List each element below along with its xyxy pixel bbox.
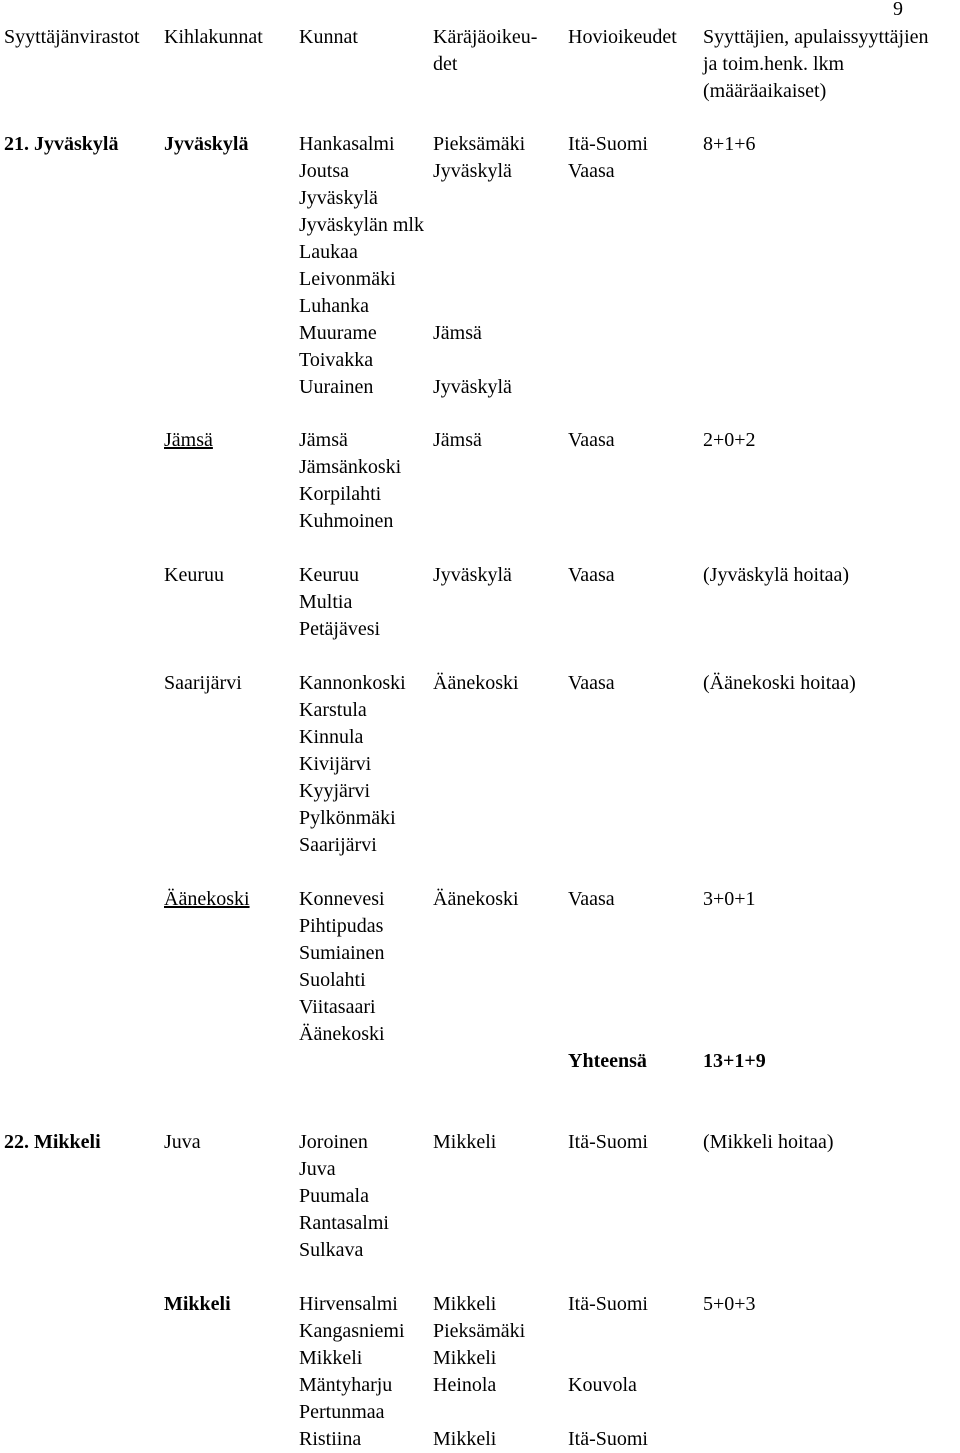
municipality: Mäntyharju	[299, 1374, 393, 1396]
district-court: Mikkeli	[433, 1131, 497, 1153]
header-text: Hovioikeudet	[568, 26, 677, 48]
district-label: Mikkeli	[164, 1293, 231, 1315]
municipality: Jyväskylän mlk	[299, 214, 424, 236]
appeal-court: Kouvola	[568, 1374, 637, 1396]
appeal-court-list	[568, 562, 615, 589]
district-name	[164, 1129, 201, 1156]
district-court	[433, 239, 525, 266]
office-name	[4, 1129, 101, 1156]
district-name	[164, 427, 213, 454]
municipality-list	[299, 670, 406, 859]
district-court	[433, 293, 525, 320]
municipality: Viitasaari	[299, 996, 376, 1018]
municipality: Joutsa	[299, 160, 349, 182]
district-label: Jyväskylä	[164, 133, 249, 155]
municipality: Pylkönmäki	[299, 807, 396, 829]
municipality: Korpilahti	[299, 483, 382, 505]
header-text: ja toim.henk. lkm	[703, 53, 845, 75]
appeal-court: Itä-Suomi	[568, 1428, 648, 1450]
district-court: Mikkeli	[433, 1293, 497, 1315]
municipality: Uurainen	[299, 376, 374, 398]
municipality-list	[299, 131, 424, 401]
header-appeal-courts	[568, 24, 677, 51]
header-text: det	[433, 53, 458, 75]
municipality: Jyväskylä	[299, 187, 378, 209]
district-court: Jyväskylä	[433, 376, 512, 398]
municipality: Konnevesi	[299, 888, 385, 910]
district-court: Äänekoski	[433, 888, 519, 910]
district-court-list	[433, 886, 519, 913]
municipality: Puumala	[299, 1185, 369, 1207]
district-court	[433, 347, 525, 374]
district-label: Äänekoski	[164, 888, 250, 910]
header-text: Käräjäoikeu-	[433, 26, 538, 48]
staff-count	[703, 670, 856, 697]
district-court: Mikkeli	[433, 1428, 497, 1450]
municipality: Keuruu	[299, 564, 359, 586]
appeal-court: Vaasa	[568, 564, 615, 586]
municipality: Pertunmaa	[299, 1401, 385, 1423]
count-value: (Äänekoski hoitaa)	[703, 672, 856, 694]
total-value	[703, 1048, 766, 1075]
office-name	[4, 131, 118, 158]
municipality: Kuhmoinen	[299, 510, 394, 532]
municipality: Juva	[299, 1158, 336, 1180]
appeal-court: Itä-Suomi	[568, 133, 648, 155]
district-label: Keuruu	[164, 564, 224, 586]
appeal-court	[568, 1345, 648, 1372]
district-label: Saarijärvi	[164, 672, 242, 694]
header-text: Kunnat	[299, 26, 358, 48]
appeal-court-list	[568, 670, 615, 697]
municipality: Hirvensalmi	[299, 1293, 398, 1315]
district-name	[164, 670, 242, 697]
municipality: Hankasalmi	[299, 133, 395, 155]
appeal-court-list	[568, 886, 615, 913]
header-districts	[164, 24, 263, 51]
municipality: Multia	[299, 591, 353, 613]
appeal-court: Itä-Suomi	[568, 1131, 648, 1153]
municipality: Muurame	[299, 322, 377, 344]
municipality: Rantasalmi	[299, 1212, 389, 1234]
municipality: Toivakka	[299, 349, 374, 371]
total-label-text: Yhteensä	[568, 1050, 647, 1072]
count-value: 5+0+3	[703, 1293, 756, 1315]
municipality: Mikkeli	[299, 1347, 363, 1369]
district-court-list	[433, 131, 525, 401]
district-court-list	[433, 670, 519, 697]
count-value: 2+0+2	[703, 429, 756, 451]
appeal-court-list	[568, 427, 615, 454]
district-name	[164, 562, 224, 589]
municipality: Ristiina	[299, 1428, 362, 1450]
header-text: Kihlakunnat	[164, 26, 263, 48]
appeal-court: Vaasa	[568, 160, 615, 182]
header-text: Syyttäjien, apulaissyyttäjien	[703, 26, 929, 48]
municipality: Petäjävesi	[299, 618, 381, 640]
district-court	[433, 1399, 525, 1426]
district-court	[433, 185, 525, 212]
header-counts	[703, 24, 929, 105]
municipality: Saarijärvi	[299, 834, 377, 856]
district-name	[164, 1291, 231, 1318]
district-label: Juva	[164, 1131, 201, 1153]
count-value: 8+1+6	[703, 133, 756, 155]
municipality: Kinnula	[299, 726, 364, 748]
district-court: Pieksämäki	[433, 1320, 526, 1342]
district-court-list	[433, 1291, 525, 1453]
municipality: Kivijärvi	[299, 753, 372, 775]
appeal-court: Vaasa	[568, 888, 615, 910]
district-name	[164, 886, 250, 913]
appeal-court: Itä-Suomi	[568, 1293, 648, 1315]
appeal-court-list	[568, 1129, 648, 1156]
staff-count	[703, 1291, 756, 1318]
header-municipalities	[299, 24, 358, 51]
municipality: Kangasniemi	[299, 1320, 405, 1342]
district-name	[164, 131, 248, 158]
total-label	[568, 1048, 647, 1075]
staff-count	[703, 886, 756, 913]
staff-count	[703, 131, 756, 158]
staff-count	[703, 427, 756, 454]
district-court: Pieksämäki	[433, 133, 526, 155]
municipality: Sumiainen	[299, 942, 385, 964]
appeal-court-list	[568, 131, 648, 185]
municipality: Joroinen	[299, 1131, 368, 1153]
district-label: Jämsä	[164, 429, 213, 451]
table-header	[0, 24, 960, 104]
staff-count	[703, 562, 849, 589]
appeal-court: Vaasa	[568, 672, 615, 694]
header-offices	[4, 24, 140, 51]
district-court: Jämsä	[433, 322, 482, 344]
municipality: Karstula	[299, 699, 367, 721]
municipality: Kannonkoski	[299, 672, 406, 694]
district-court	[433, 212, 525, 239]
district-court: Jyväskylä	[433, 564, 512, 586]
municipality-list	[299, 886, 385, 1048]
district-court	[433, 266, 525, 293]
municipality: Leivonmäki	[299, 268, 396, 290]
district-court-list	[433, 427, 482, 454]
municipality: Pihtipudas	[299, 915, 384, 937]
municipality: Suolahti	[299, 969, 366, 991]
district-court: Jämsä	[433, 429, 482, 451]
municipality-list	[299, 1291, 405, 1453]
page-number: 9	[893, 0, 903, 20]
appeal-court: Vaasa	[568, 429, 615, 451]
municipality: Sulkava	[299, 1239, 364, 1261]
district-court: Jyväskylä	[433, 160, 512, 182]
table-body	[0, 131, 960, 1449]
municipality: Kyyjärvi	[299, 780, 371, 802]
appeal-court	[568, 1318, 648, 1345]
total-value-text: 13+1+9	[703, 1050, 766, 1072]
municipality-list	[299, 427, 401, 535]
district-court-list	[433, 562, 512, 589]
count-value: (Mikkeli hoitaa)	[703, 1131, 834, 1153]
office-label: 22. Mikkeli	[4, 1131, 101, 1153]
municipality-list	[299, 562, 380, 643]
municipality: Jämsänkoski	[299, 456, 402, 478]
staff-count	[703, 1129, 834, 1156]
header-text: Syyttäjänvirastot	[4, 26, 140, 48]
appeal-court	[568, 1399, 648, 1426]
district-court-list	[433, 1129, 496, 1156]
district-court: Heinola	[433, 1374, 497, 1396]
header-district-courts	[433, 24, 537, 78]
district-court: Mikkeli	[433, 1347, 497, 1369]
municipality-list	[299, 1129, 389, 1264]
municipality: Äänekoski	[299, 1023, 385, 1045]
municipality: Luhanka	[299, 295, 369, 317]
municipality: Laukaa	[299, 241, 358, 263]
district-court: Äänekoski	[433, 672, 519, 694]
count-value: (Jyväskylä hoitaa)	[703, 564, 850, 586]
header-text: (määräaikaiset)	[703, 80, 827, 102]
count-value: 3+0+1	[703, 888, 756, 910]
office-label: 21. Jyväskylä	[4, 133, 119, 155]
appeal-court-list	[568, 1291, 648, 1453]
municipality: Jämsä	[299, 429, 348, 451]
